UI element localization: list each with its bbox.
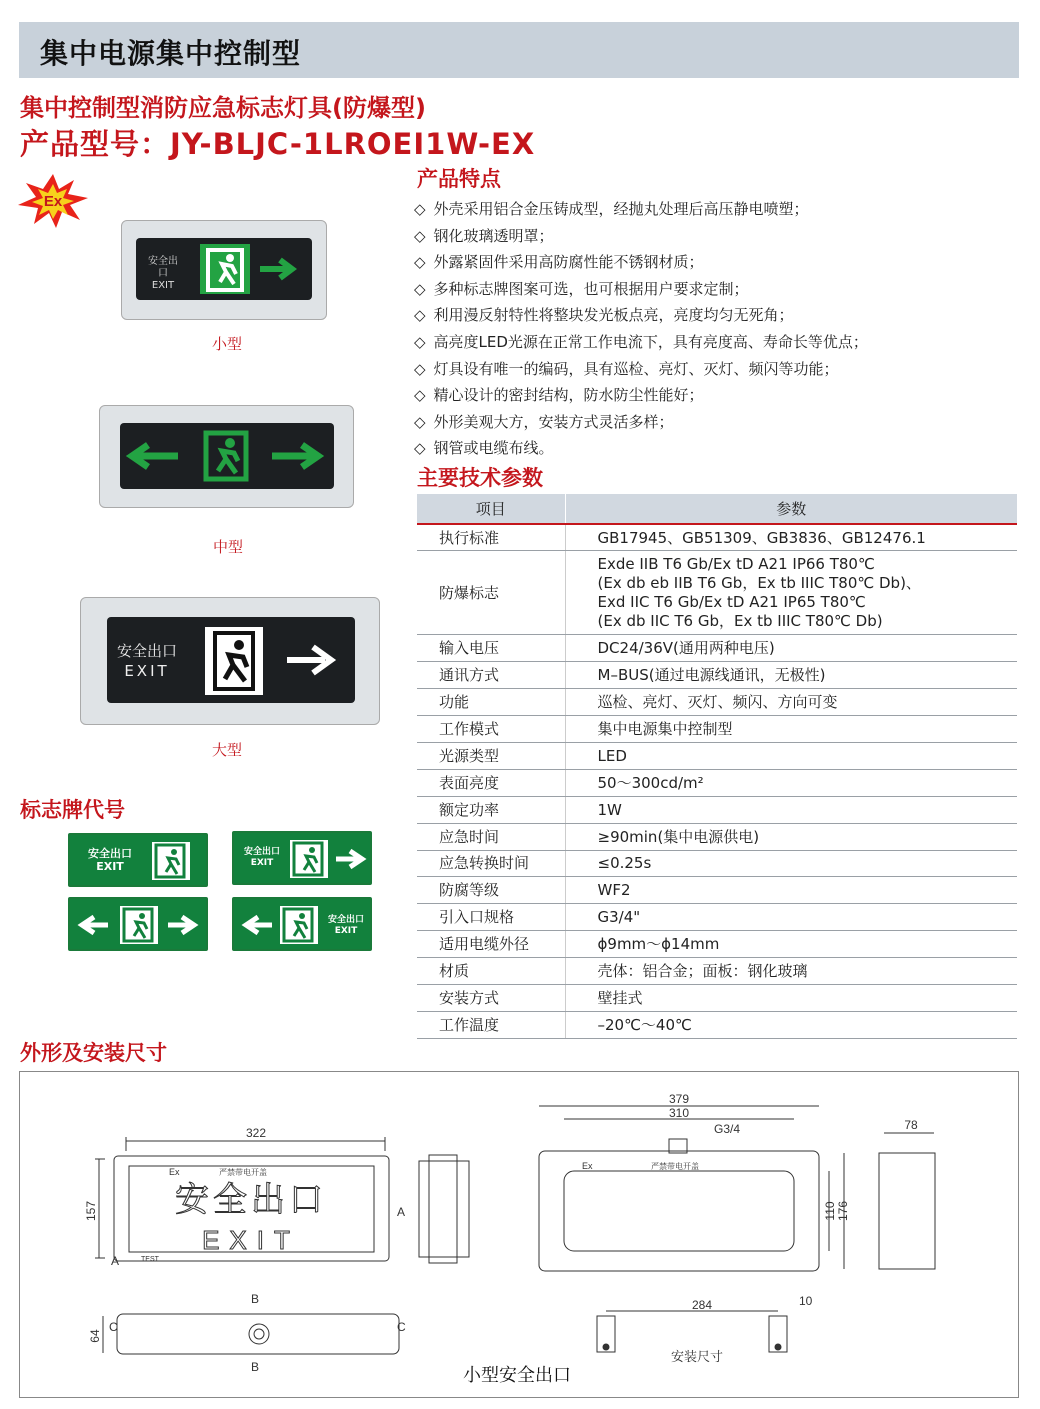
page-title: 集中电源集中控制型 <box>40 37 302 70</box>
section-a-right: A <box>397 1205 406 1219</box>
spec-key: 通讯方式 <box>417 662 565 689</box>
section-c-left: C <box>109 1320 118 1334</box>
dimension-caption: 小型安全出口 <box>463 1365 571 1385</box>
spec-value: 50～300cd/m² <box>565 769 1017 796</box>
spec-value: DC24/36V(通用两种电压) <box>565 635 1017 662</box>
sign-code-2-en: EXIT <box>250 858 274 868</box>
ex-badge-icon <box>16 172 90 230</box>
front-warn-label: 严禁带电开盖 <box>219 1168 267 1177</box>
dimension-drawing <box>19 1071 1019 1398</box>
running-man-icon <box>205 627 263 695</box>
spec-value: 集中电源集中控制型 <box>565 716 1017 743</box>
spec-row <box>417 877 1017 904</box>
spec-value: 壳体：铝合金；面板：钢化玻璃 <box>565 958 1017 985</box>
spec-key: 适用电缆外径 <box>417 931 565 958</box>
feature-item: ◇ 外形美观大方，安装方式灵活多样； <box>414 409 868 436</box>
spec-row <box>417 958 1017 985</box>
dim-back-inner-height: 110 <box>823 1201 837 1221</box>
lamp-large-sign-text <box>115 641 179 681</box>
arrow-left-icon <box>240 913 274 937</box>
spec-row <box>417 662 1017 689</box>
spec-key: 工作模式 <box>417 716 565 743</box>
lamp-large-sign-cn: 安全出口 <box>116 642 177 660</box>
running-man-icon <box>150 840 192 882</box>
lamp-medium <box>99 405 354 508</box>
feature-item: ◇ 钢化玻璃透明罩； <box>414 223 868 250</box>
lamp-small <box>121 220 327 320</box>
lamp-small-sign-en: EXIT <box>151 280 175 291</box>
lamp-small-sign-cn: 安全出口 <box>148 256 178 279</box>
front-sign-cn: 安全出口 <box>175 1181 327 1219</box>
spec-row <box>417 850 1017 877</box>
spec-row <box>417 716 1017 743</box>
spec-row <box>417 1011 1017 1038</box>
dim-back-inner-width: 310 <box>668 1106 690 1120</box>
spec-row <box>417 524 1017 551</box>
dim-mount-slot: 10 <box>799 1294 813 1308</box>
arrow-right-icon <box>166 913 200 937</box>
spec-value: ≤0.25s <box>565 850 1017 877</box>
spec-row <box>417 904 1017 931</box>
spec-key: 输入电压 <box>417 635 565 662</box>
front-ex-label: Ex <box>169 1167 180 1177</box>
spec-key: 功能 <box>417 689 565 716</box>
arrow-left-icon <box>76 913 110 937</box>
spec-value: ϕ9mm～ϕ14mm <box>565 931 1017 958</box>
front-side-view <box>419 1161 469 1257</box>
arrow-right-icon <box>334 847 368 871</box>
spec-value: WF2 <box>565 877 1017 904</box>
right-side-view <box>879 1153 935 1269</box>
spec-row <box>417 769 1017 796</box>
spec-row <box>417 984 1017 1011</box>
lamp-small-panel <box>136 238 312 300</box>
sign-code-1-cn: 安全出口 <box>88 847 132 860</box>
specs-title: 主要技术参数 <box>417 466 543 490</box>
spec-key: 表面亮度 <box>417 769 565 796</box>
spec-row <box>417 635 1017 662</box>
spec-key: 材质 <box>417 958 565 985</box>
dim-back-outer-width: 379 <box>668 1092 690 1106</box>
lamp-large-caption: 大型 <box>212 741 243 759</box>
spec-value: G3/4" <box>565 904 1017 931</box>
spec-value: 1W <box>565 796 1017 823</box>
dim-front-width: 322 <box>245 1126 267 1140</box>
running-man-icon <box>278 904 320 946</box>
spec-value: LED <box>565 742 1017 769</box>
section-b-top: B <box>251 1292 260 1306</box>
spec-row <box>417 931 1017 958</box>
sign-code-4 <box>232 897 372 951</box>
feature-item: ◇ 精心设计的密封结构，防水防尘性能好； <box>414 382 868 409</box>
arrow-left-icon <box>124 441 180 471</box>
sign-code-1 <box>68 833 208 887</box>
lamp-large <box>80 597 380 725</box>
lamp-large-sign-en: EXIT <box>124 662 170 680</box>
spec-key: 防爆标志 <box>417 551 565 635</box>
back-ex-label: Ex <box>582 1161 593 1171</box>
sign-code-2 <box>232 831 372 885</box>
sign-code-2-cn: 安全出口 <box>243 847 280 857</box>
ex-badge-text: Ex <box>43 193 63 210</box>
spec-key: 额定功率 <box>417 796 565 823</box>
features-list <box>414 196 868 462</box>
spec-key: 引入口规格 <box>417 904 565 931</box>
back-warn-label: 严禁带电开盖 <box>651 1162 699 1171</box>
feature-item: ◇ 钢管或电缆布线。 <box>414 435 868 462</box>
spec-header-item: 项目 <box>417 494 565 524</box>
bottom-view <box>117 1314 399 1354</box>
spec-row <box>417 689 1017 716</box>
spec-key: 工作温度 <box>417 1011 565 1038</box>
dim-side-depth: 64 <box>88 1329 102 1343</box>
product-name: 集中控制型消防应急标志灯具(防爆型) <box>20 94 426 122</box>
arrow-right-icon <box>270 441 326 471</box>
spec-key: 光源类型 <box>417 742 565 769</box>
dim-back-outer-height: 176 <box>836 1200 850 1222</box>
features-title: 产品特点 <box>417 167 501 191</box>
running-man-icon <box>200 429 254 483</box>
product-model: 产品型号：JY-BLJC-1LROEⅠ1W-EX <box>20 127 536 161</box>
running-man-icon <box>288 838 330 880</box>
feature-item: ◇ 外壳采用铝合金压铸成型，经抛丸处理后高压静电喷塑； <box>414 196 868 223</box>
lamp-medium-panel <box>120 423 334 489</box>
sign-code-4-en: EXIT <box>334 926 358 936</box>
feature-item: ◇ 灯具设有唯一的编码，具有巡检、亮灯、灭灯、频闪等功能； <box>414 356 868 383</box>
dim-front-height: 157 <box>84 1200 98 1222</box>
lamp-medium-caption: 中型 <box>213 538 244 556</box>
install-label: 安装尺寸 <box>670 1349 724 1364</box>
spec-row <box>417 823 1017 850</box>
front-sign-en: EXIT <box>202 1225 300 1255</box>
spec-table <box>417 494 1017 1039</box>
section-c-right: C <box>397 1320 406 1334</box>
section-b-bottom: B <box>251 1360 260 1374</box>
sign-code-3 <box>68 897 208 951</box>
feature-item: ◇ 外露紧固件采用高防腐性能不锈钢材质； <box>414 249 868 276</box>
feature-item: ◇ 利用漫反射特性将整块发光板点亮，亮度均匀无死角； <box>414 302 868 329</box>
spec-key: 防腐等级 <box>417 877 565 904</box>
arrow-right-icon <box>285 643 341 677</box>
front-test-label: TEST <box>141 1256 159 1263</box>
sign-code-1-en: EXIT <box>96 860 124 873</box>
spec-header-value: 参数 <box>565 494 1017 524</box>
spec-row <box>417 796 1017 823</box>
running-man-icon <box>200 244 250 294</box>
lamp-small-sign-text <box>146 256 180 292</box>
sign-code-4-cn: 安全出口 <box>327 915 364 925</box>
feature-item: ◇ 高亮度LED光源在正常工作电流下，具有亮度高、寿命长等优点； <box>414 329 868 356</box>
spec-key: 安装方式 <box>417 984 565 1011</box>
spec-key: 应急时间 <box>417 823 565 850</box>
dim-mount-span: 284 <box>691 1298 713 1312</box>
spec-row <box>417 742 1017 769</box>
dimensions-title: 外形及安装尺寸 <box>20 1041 167 1065</box>
feature-item: ◇ 多种标志牌图案可选，也可根据用户要求定制； <box>414 276 868 303</box>
lamp-small-caption: 小型 <box>212 335 243 353</box>
arrow-right-icon <box>258 256 302 282</box>
spec-key: 应急转换时间 <box>417 850 565 877</box>
spec-row <box>417 551 1017 635</box>
spec-value: –20℃～40℃ <box>565 1011 1017 1038</box>
sign-codes-title: 标志牌代号 <box>20 798 125 822</box>
dim-right-depth: 78 <box>904 1118 918 1132</box>
spec-key: 执行标准 <box>417 524 565 551</box>
spec-value: Exde IIB T6 Gb/Ex tD A21 IP66 T80℃ (Ex db eb IIB T6 Gb，Ex tb IIIC T80℃ Db)、 Exd IIC T6 Gb/Ex tD A21 IP65 T80℃ (Ex db IIC T6 Gb，Ex tb IIIC T80℃ Db) <box>565 551 1017 635</box>
spec-value: M–BUS(通过电源线通讯，无极性) <box>565 662 1017 689</box>
spec-value: GB17945、GB51309、GB3836、GB12476.1 <box>565 524 1017 551</box>
spec-value: 壁挂式 <box>565 984 1017 1011</box>
running-man-icon <box>118 904 160 946</box>
dim-thread: G3/4 <box>714 1122 741 1136</box>
spec-value: ≥90min(集中电源供电) <box>565 823 1017 850</box>
spec-value: 巡检、亮灯、灭灯、频闪、方向可变 <box>565 689 1017 716</box>
lamp-large-panel <box>107 617 355 703</box>
section-a-left: A <box>111 1254 120 1268</box>
